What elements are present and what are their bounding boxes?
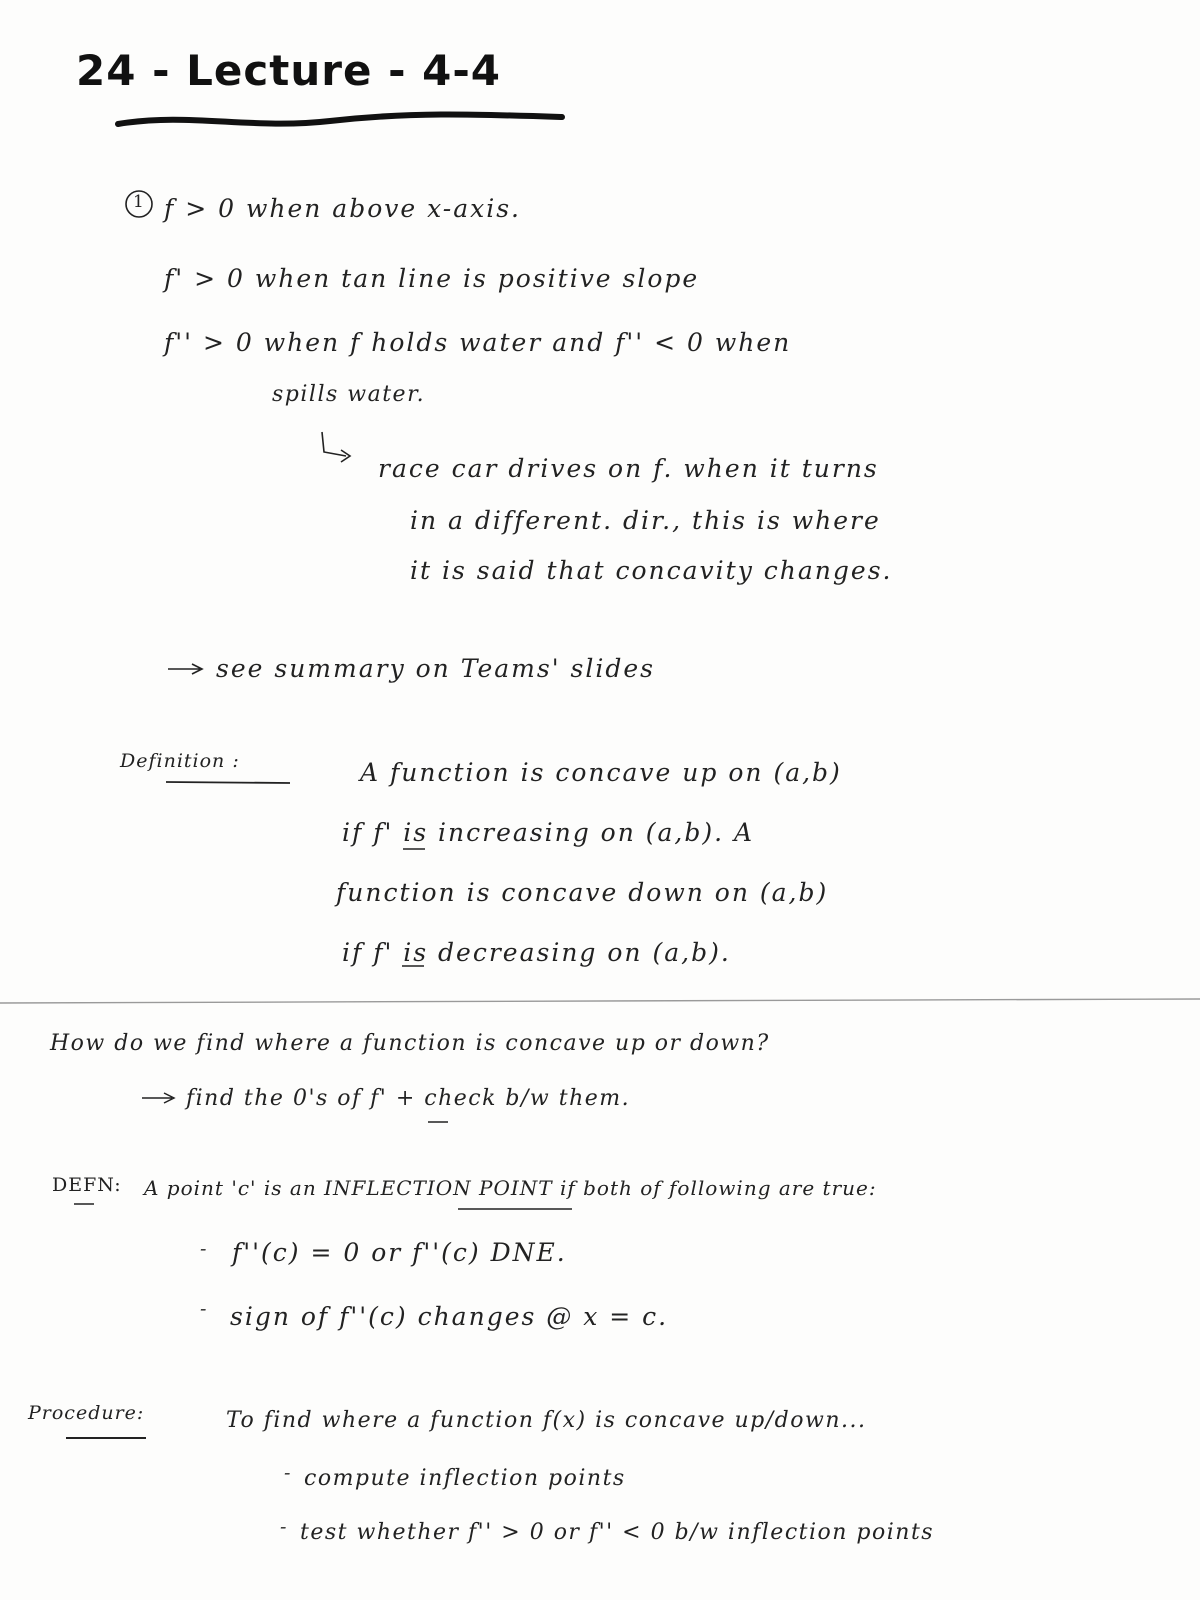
title-underline-wave — [118, 114, 562, 124]
step2-dash: - — [280, 1516, 288, 1538]
race-car-note-2: in a different. dir., this is where — [410, 506, 881, 535]
definition-underline — [166, 782, 290, 783]
page-title: 24 - Lecture - 4-4 — [76, 46, 501, 95]
see-arrow — [168, 664, 202, 674]
procedure-label: Procedure: — [28, 1402, 145, 1424]
see-summary-note: see summary on Teams' slides — [216, 654, 655, 683]
definition-line2: if f' is increasing on (a,b). A — [342, 818, 755, 847]
step1-dash: - — [284, 1462, 292, 1484]
inflection-condition-2: sign of f''(c) changes @ x = c. — [230, 1302, 669, 1331]
section1-line3: f'' > 0 when f holds water and f'' < 0 when — [164, 328, 792, 357]
find-question: How do we find where a function is concave up or down? — [50, 1031, 770, 1056]
inflection-statement: A point 'c' is an INFLECTION POINT if both of following are true: — [144, 1176, 877, 1200]
procedure-intro: To find where a function f(x) is concave up/down... — [226, 1408, 867, 1433]
definition-line1: A function is concave up on (a,b) — [360, 758, 842, 787]
definition-line4: if f' is decreasing on (a,b). — [342, 938, 731, 967]
section-divider — [0, 999, 1200, 1003]
item-number: 1 — [133, 192, 144, 212]
cond2-dash: - — [200, 1298, 208, 1320]
definition-line3: function is concave down on (a,b) — [336, 878, 829, 907]
race-car-note-3: it is said that concavity changes. — [410, 556, 893, 585]
note-arrow-hook — [322, 432, 346, 456]
procedure-step2: test whether f'' > 0 or f'' < 0 b/w inflection points — [300, 1520, 935, 1545]
inflection-condition-1: f''(c) = 0 or f''(c) DNE. — [232, 1238, 567, 1267]
procedure-step1: compute inflection points — [304, 1466, 626, 1491]
cond1-dash: - — [200, 1238, 208, 1260]
find-answer: find the 0's of f' + check b/w them. — [186, 1086, 631, 1111]
section1-line4: spills water. — [272, 382, 426, 407]
section1-line2: f' > 0 when tan line is positive slope — [164, 264, 700, 293]
race-car-note-1: race car drives on f. when it turns — [378, 454, 879, 483]
defn-label: DEFN: — [52, 1174, 122, 1196]
definition-label: Definition : — [120, 750, 240, 772]
section1-line1: f > 0 when above x-axis. — [164, 194, 521, 223]
find-arrow — [142, 1093, 174, 1103]
